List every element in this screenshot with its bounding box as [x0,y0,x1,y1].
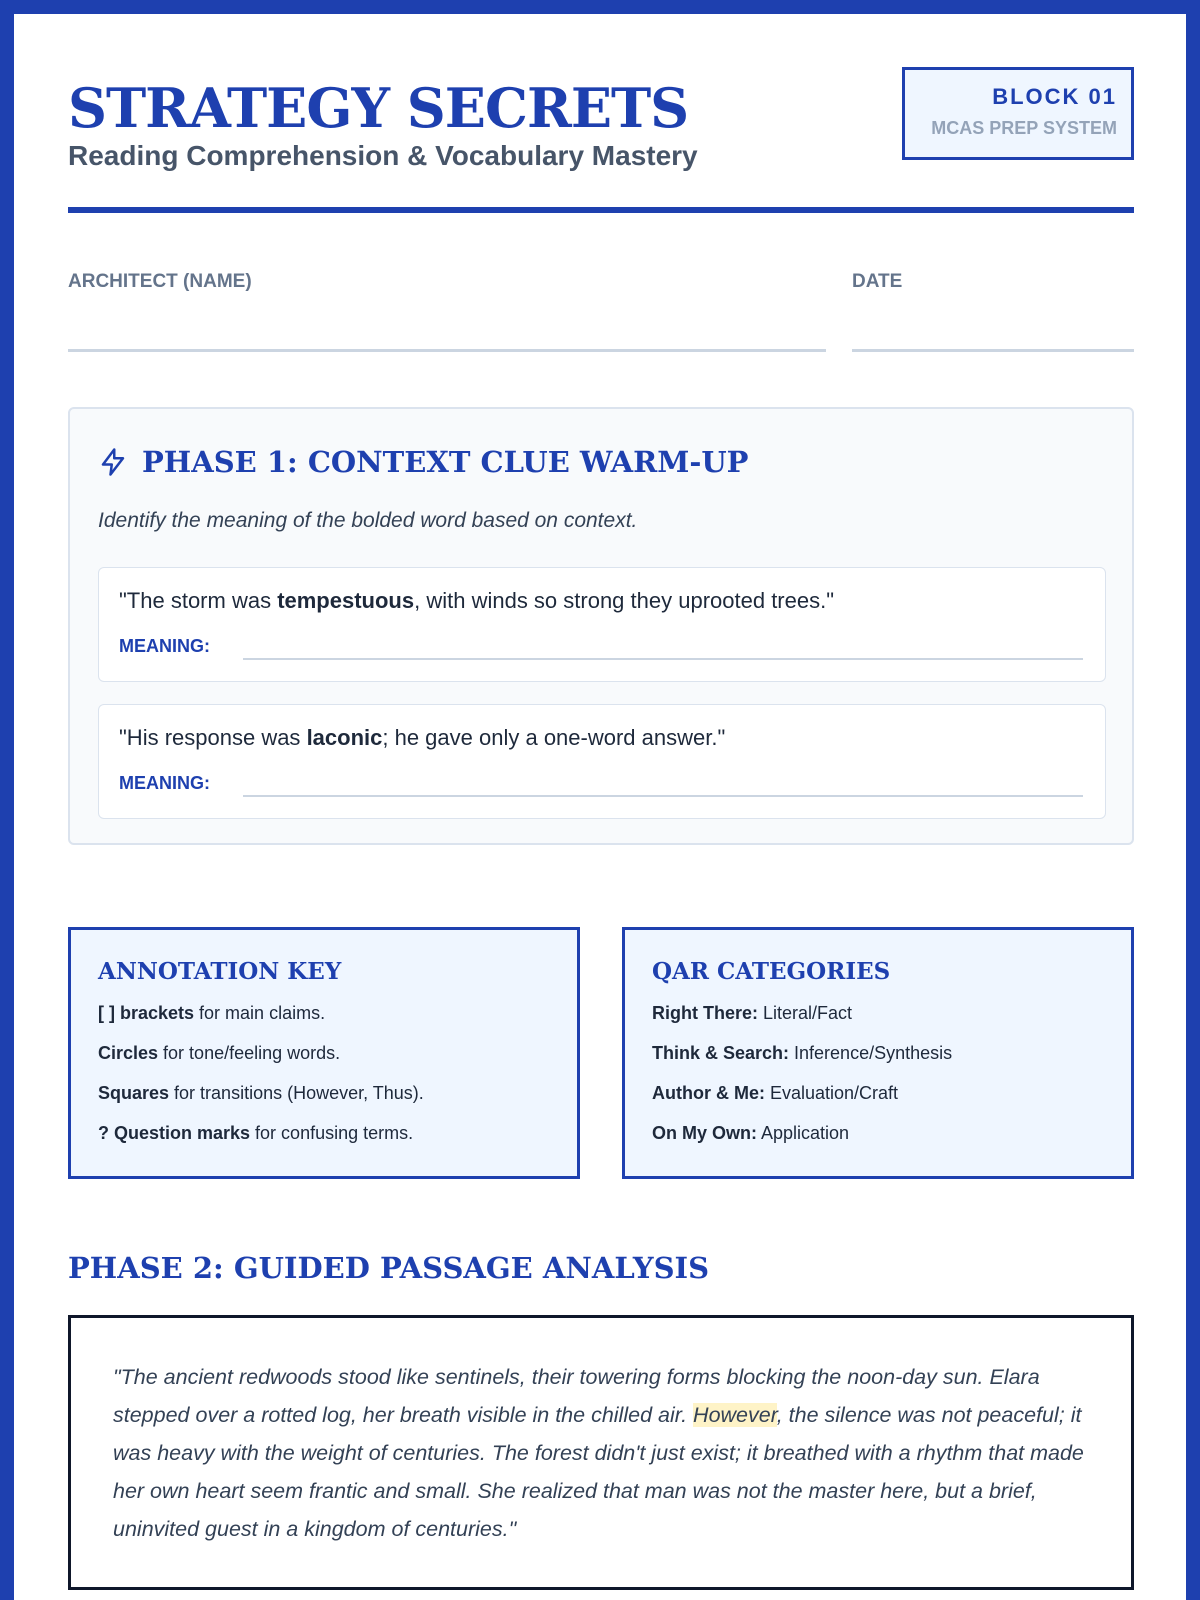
qar-row [652,1119,1131,1159]
qar-term: Right There: [652,1003,758,1023]
block-label: BLOCK 01 [992,84,1117,109]
phase2-title: PHASE 2: GUIDED PASSAGE ANALYSIS [68,1251,710,1285]
context-sentence [119,588,834,614]
qar-description: Evaluation/Craft [764,1083,899,1103]
page-subtitle: Reading Comprehension & Vocabulary Mastery [68,140,698,171]
context-sentence [119,725,725,751]
key-description: for transitions (However, Thus). [169,1083,424,1103]
sentence-text: , with winds so strong they uprooted trees." [414,588,835,613]
annotation-key-row [98,1119,577,1159]
key-description: for main claims. [194,1003,326,1023]
passage-text: "The ancient redwoods stood like sentinels, their towering forms blocking the noon-day sun. Elara stepped over a rotted log, her breath visible in the chilled air. [113,1365,1040,1427]
highlighted-transition-word: However [693,1403,777,1427]
date-field-line[interactable] [852,349,1134,352]
qar-row [652,999,1131,1039]
block-system-label: MCAS PREP SYSTEM [931,118,1117,138]
page-title: STRATEGY SECRETS [68,76,689,140]
sentence-text: "His response was [119,725,307,750]
annotation-key-title: ANNOTATION KEY [98,958,342,985]
qar-term: On My Own: [652,1123,757,1143]
name-field-label: ARCHITECT (NAME) [68,271,252,292]
meaning-answer-line[interactable] [243,658,1083,660]
qar-row [652,1079,1131,1119]
key-term: Circles [98,1043,159,1063]
phase1-heading [98,445,748,479]
context-clue-card [98,704,1106,819]
qar-description: Application [757,1123,850,1143]
context-clue-card [98,567,1106,682]
sentence-text: ; he gave only a one-word answer." [382,725,726,750]
key-term: ? Question marks [98,1123,251,1143]
key-description: for confusing terms. [250,1123,414,1143]
phase1-title: PHASE 1: CONTEXT CLUE WARM-UP [142,445,749,479]
bolded-word: tempestuous [277,588,415,613]
meaning-label: MEANING: [119,773,210,793]
qar-row [652,1039,1131,1079]
key-term: [ ] brackets [98,1003,195,1023]
annotation-key-row [98,1039,577,1079]
phase1-panel [68,407,1134,845]
qar-categories-title: QAR CATEGORIES [652,958,891,985]
annotation-key-row [98,1079,577,1119]
qar-term: Author & Me: [652,1083,765,1103]
passage-box [68,1315,1134,1590]
meaning-label: MEANING: [119,636,210,656]
key-term: Squares [98,1083,170,1103]
meaning-answer-line[interactable] [243,795,1083,797]
annotation-key-box [68,927,580,1179]
qar-term: Think & Search: [652,1043,790,1063]
lightning-bolt-icon [98,446,128,478]
date-field-label: DATE [852,271,903,292]
qar-categories-box [622,927,1134,1179]
qar-description: Literal/Fact [758,1003,853,1023]
header-divider [68,207,1134,213]
passage-text: , the silence was not peaceful; it was heavy with the weight of centuries. The forest didn't just exist; it breathed with a rhythm that made her own heart seem frantic and small. She realized that man was not the master here, but a brief, uninvited guest in a kingdom of centuries." [113,1403,1084,1541]
name-field-line[interactable] [68,349,826,352]
block-badge [902,67,1134,160]
worksheet-page [14,14,1186,1600]
annotation-key-row [98,999,577,1039]
qar-description: Inference/Synthesis [789,1043,953,1063]
bolded-word: laconic [306,725,383,750]
key-description: for tone/feeling words. [158,1043,341,1063]
sentence-text: "The storm was [119,588,278,613]
phase1-instruction: Identify the meaning of the bolded word based on context. [98,509,638,532]
